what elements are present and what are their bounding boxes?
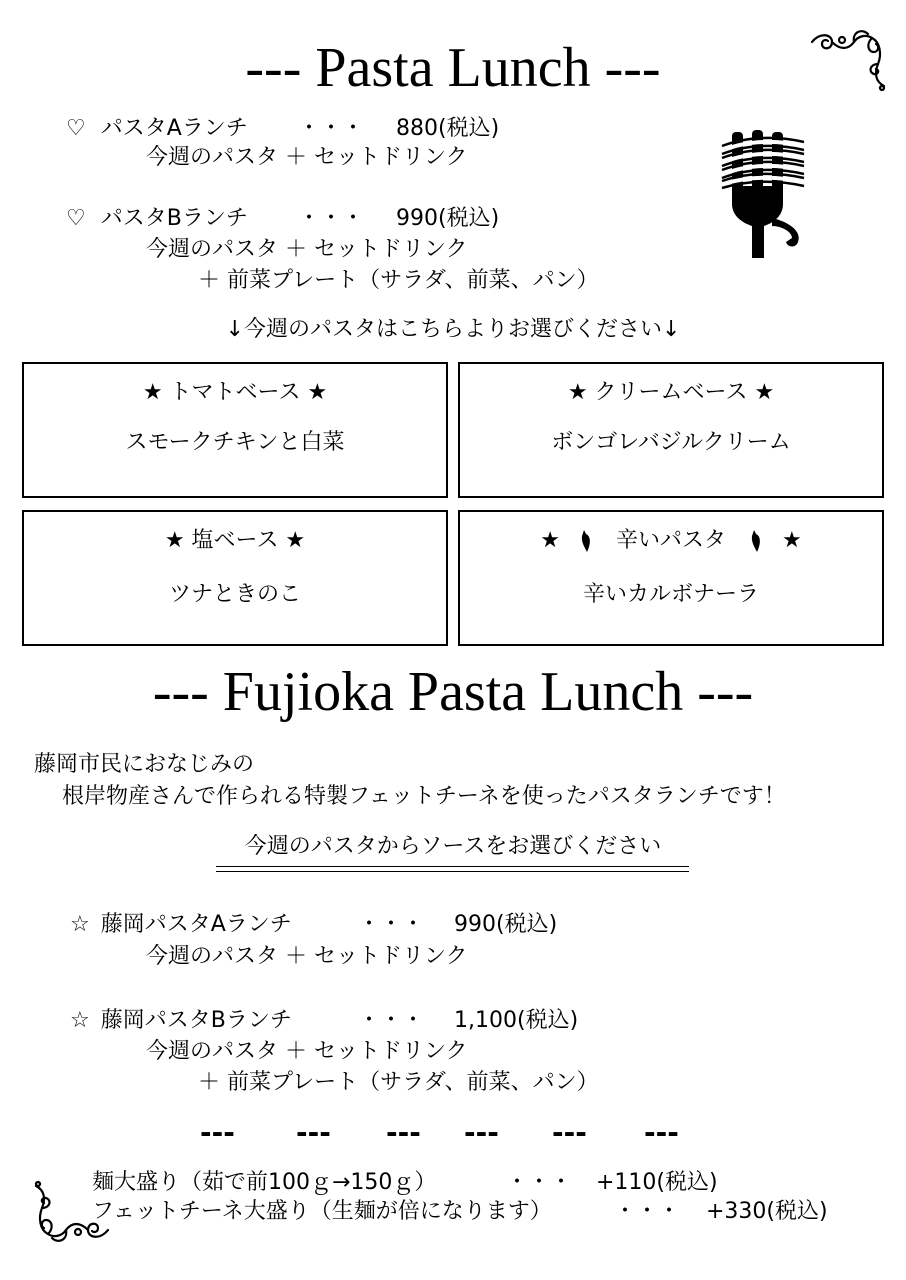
box-dish: ツナときのこ xyxy=(168,582,301,607)
option-label: 麺大盛り（茹で前100ｇ→150ｇ） xyxy=(92,1170,437,1195)
option-price: +330(税込) xyxy=(706,1199,828,1224)
fujioka-a-desc: 今週のパスタ ＋ セットドリンク xyxy=(146,944,468,969)
fujioka-a-dots: ・・・ xyxy=(358,912,425,937)
pasta-box-spicy xyxy=(458,510,884,646)
heart-bullet-icon: ♡ xyxy=(66,116,86,141)
fujioka-b-desc2: ＋ 前菜プレート（サラダ、前菜、パン） xyxy=(198,1070,599,1095)
separator-dash: --- xyxy=(552,1116,587,1149)
option-price: +110(税込) xyxy=(596,1170,718,1195)
lunch-b-desc: 今週のパスタ ＋ セットドリンク xyxy=(146,237,468,262)
box-heading: ★ 塩ベース ★ xyxy=(164,528,306,553)
lunch-a-price: 880(税込) xyxy=(396,116,500,141)
heart-bullet-icon: ♡ xyxy=(66,206,86,231)
chili-pepper-icon xyxy=(577,528,595,554)
separator-dash: --- xyxy=(200,1116,235,1149)
fujioka-a-name: 藤岡パスタAランチ xyxy=(100,912,292,937)
box-heading: ★ トマトベース ★ xyxy=(142,380,328,405)
fujioka-b-name: 藤岡パスタBランチ xyxy=(100,1008,292,1033)
star-outline-icon: ☆ xyxy=(70,912,90,937)
separator-dash: --- xyxy=(464,1116,499,1149)
option-large-fettuccine xyxy=(92,1199,852,1225)
spicy-heading-label: 辛いパスタ xyxy=(615,528,726,553)
fujioka-a-price: 990(税込) xyxy=(454,912,558,937)
box-dish: 辛いカルボナーラ xyxy=(582,582,759,607)
option-label: フェットチーネ大盛り（生麺が倍になります） xyxy=(92,1199,552,1224)
fujioka-b-price: 1,100(税込) xyxy=(454,1008,579,1033)
box-heading: ★ クリームベース ★ xyxy=(567,380,775,405)
flourish-ornament-icon xyxy=(30,1180,114,1242)
choose-note: ↓今週のパスタはこちらよりお選びください↓ xyxy=(225,317,681,342)
fork-with-pasta-icon xyxy=(718,126,808,260)
lunch-b-price: 990(税込) xyxy=(396,206,500,231)
separator-dash: --- xyxy=(386,1116,421,1149)
separator-dash: --- xyxy=(296,1116,331,1149)
pasta-box-tomato xyxy=(22,362,448,498)
sauce-note-underline xyxy=(216,866,689,872)
lunch-b-row xyxy=(66,206,686,232)
separator xyxy=(200,1118,710,1148)
lunch-b-name: パスタBランチ xyxy=(100,206,248,231)
box-dish: スモークチキンと白菜 xyxy=(125,430,345,455)
intro-line-2: 根岸物産さんで作られる特製フェットチーネを使ったパスタランチです！ xyxy=(62,784,786,809)
lunch-a-name: パスタAランチ xyxy=(100,116,248,141)
lunch-a-dots: ・・・ xyxy=(298,116,365,141)
star-icon: ★ xyxy=(782,528,802,553)
intro-line-1: 藤岡市民におなじみの xyxy=(34,752,255,777)
option-large-noodles xyxy=(92,1170,752,1196)
star-icon: ★ xyxy=(540,528,560,553)
fujioka-b-desc: 今週のパスタ ＋ セットドリンク xyxy=(146,1039,468,1064)
pasta-lunch-title: --- Pasta Lunch --- xyxy=(245,37,661,99)
separator-dash: --- xyxy=(644,1116,679,1149)
box-heading xyxy=(460,528,882,554)
lunch-b-dots: ・・・ xyxy=(298,206,365,231)
fujioka-b-row xyxy=(70,1008,690,1034)
option-dots: ・・・ xyxy=(506,1170,573,1195)
box-dish: ボンゴレバジルクリーム xyxy=(551,430,791,455)
sauce-note: 今週のパスタからソースをお選びください xyxy=(244,834,662,859)
option-dots: ・・・ xyxy=(614,1199,681,1224)
pasta-box-salt xyxy=(22,510,448,646)
star-outline-icon: ☆ xyxy=(70,1008,90,1033)
pasta-box-cream xyxy=(458,362,884,498)
lunch-a-row xyxy=(66,116,686,142)
fujioka-b-dots: ・・・ xyxy=(358,1008,425,1033)
fujioka-pasta-lunch-title: --- Fujioka Pasta Lunch --- xyxy=(152,661,754,723)
lunch-a-desc: 今週のパスタ ＋ セットドリンク xyxy=(146,145,468,170)
lunch-b-desc2: ＋ 前菜プレート（サラダ、前菜、パン） xyxy=(198,268,599,293)
chili-pepper-icon xyxy=(747,528,765,554)
fujioka-a-row xyxy=(70,912,690,938)
